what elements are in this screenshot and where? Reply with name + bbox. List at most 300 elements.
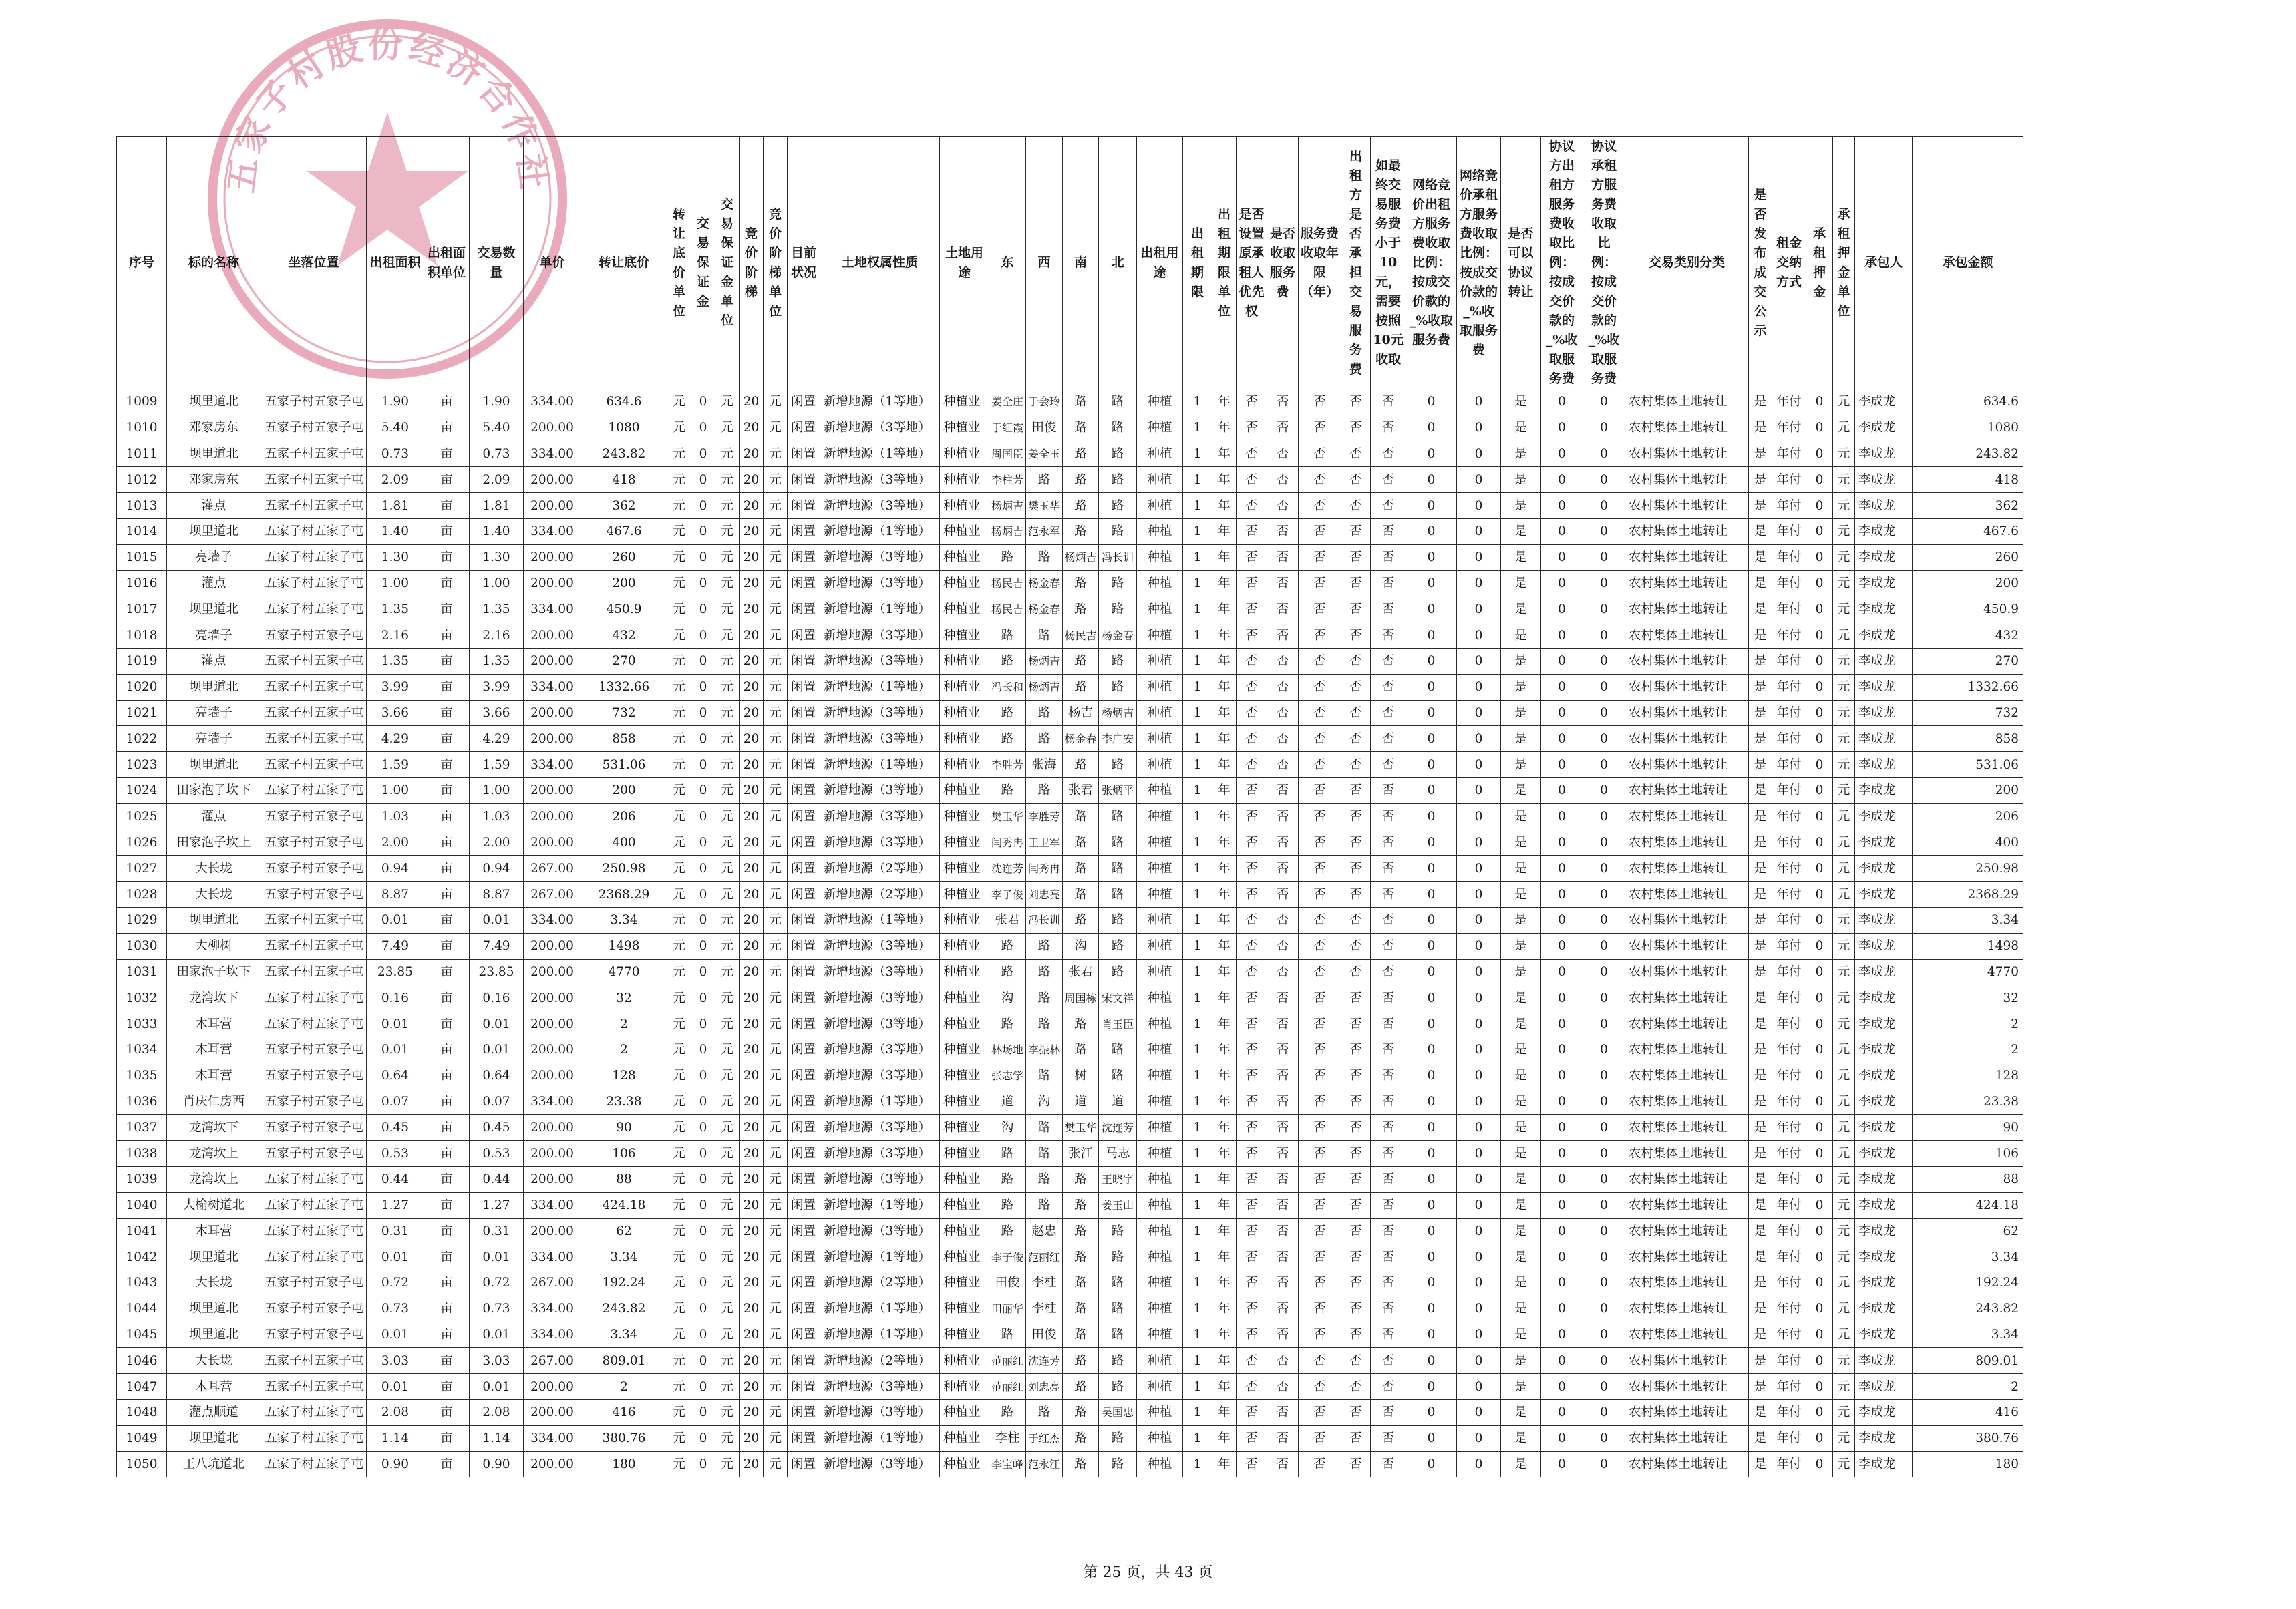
table-cell: 路	[989, 1322, 1026, 1348]
table-cell: 元	[667, 1011, 691, 1037]
table-cell: 0	[1541, 1063, 1583, 1089]
table-cell: 0	[1541, 1089, 1583, 1115]
table-cell: 0	[1806, 1037, 1833, 1063]
table-cell: 否	[1267, 1166, 1299, 1192]
table-cell: 0	[691, 1374, 715, 1400]
table-cell: 种植业	[940, 1296, 989, 1322]
table-cell: 亮墙子	[167, 622, 261, 649]
table-cell: 是	[1501, 1451, 1541, 1477]
table-cell: 2368.29	[1913, 882, 2023, 908]
table-cell: 200.00	[524, 1374, 581, 1400]
table-cell: 否	[1341, 1037, 1371, 1063]
table-cell: 元	[715, 1270, 740, 1296]
table-cell: 243.82	[1913, 441, 2023, 467]
table-cell: 元	[764, 882, 788, 908]
table-cell: 否	[1341, 1322, 1371, 1348]
table-cell: 农村集体土地转让	[1625, 1244, 1749, 1270]
table-cell: 路	[989, 622, 1026, 649]
table-cell: 20	[740, 777, 764, 803]
table-cell: 李成龙	[1855, 1089, 1913, 1115]
table-cell: 否	[1299, 1451, 1341, 1477]
table-cell: 20	[740, 1348, 764, 1374]
table-cell: 200.00	[524, 959, 581, 985]
table-cell: 元	[715, 1011, 740, 1037]
table-cell: 杨金春	[1026, 570, 1063, 596]
table-cell: 闲置	[788, 518, 820, 544]
table-cell: 路	[1099, 596, 1137, 622]
table-cell: 0	[691, 1037, 715, 1063]
table-cell: 362	[1913, 493, 2023, 519]
table-cell: 20	[740, 1270, 764, 1296]
table-cell: 1033	[117, 1011, 167, 1037]
table-cell: 年付	[1772, 726, 1806, 752]
table-cell: 0	[1806, 596, 1833, 622]
table-cell: 灌点	[167, 493, 261, 519]
table-cell: 334.00	[524, 1089, 581, 1115]
table-cell: 809.01	[581, 1348, 667, 1374]
table-cell: 否	[1299, 959, 1341, 985]
table-cell: 0.31	[367, 1218, 424, 1244]
table-cell: 0.16	[367, 985, 424, 1011]
table-cell: 1012	[117, 467, 167, 493]
table-cell: 种植业	[940, 752, 989, 778]
table-cell: 田家泡子坎下	[167, 777, 261, 803]
table-cell: 元	[1833, 1192, 1855, 1218]
table-cell: 新增地源（3等地）	[820, 1115, 940, 1141]
table-cell: 243.82	[581, 441, 667, 467]
table-cell: 元	[1833, 1425, 1855, 1451]
table-cell: 杨炳吉	[1026, 674, 1063, 700]
table-cell: 农村集体土地转让	[1625, 1089, 1749, 1115]
table-cell: 243.82	[1913, 1296, 2023, 1322]
table-cell: 0.01	[470, 1011, 524, 1037]
table-cell: 路	[1026, 777, 1063, 803]
table-cell: 元	[764, 493, 788, 519]
table-cell: 否	[1341, 389, 1371, 415]
table-cell: 2368.29	[581, 882, 667, 908]
table-cell: 20	[740, 674, 764, 700]
table-cell: 0	[691, 415, 715, 441]
table-cell: 闲置	[788, 1451, 820, 1477]
table-cell: 林场地	[989, 1037, 1026, 1063]
table-cell: 0	[1583, 389, 1625, 415]
column-header: 土地用途	[940, 137, 989, 389]
table-cell: 0	[1806, 777, 1833, 803]
table-cell: 亩	[424, 1011, 470, 1037]
table-cell: 元	[667, 596, 691, 622]
table-row	[117, 1425, 2023, 1451]
table-cell: 年	[1212, 389, 1237, 415]
table-row	[117, 882, 2023, 908]
table-cell: 路	[1099, 1270, 1137, 1296]
table-cell: 1.30	[367, 544, 424, 570]
table-cell: 否	[1341, 1115, 1371, 1141]
table-cell: 否	[1341, 1218, 1371, 1244]
table-cell: 0	[1406, 518, 1457, 544]
table-cell: 元	[715, 1296, 740, 1322]
table-cell: 否	[1299, 856, 1341, 882]
table-cell: 是	[1501, 1270, 1541, 1296]
table-cell: 农村集体土地转让	[1625, 1192, 1749, 1218]
table-cell: 李成龙	[1855, 1400, 1913, 1426]
table-cell: 20	[740, 467, 764, 493]
table-cell: 否	[1237, 1166, 1267, 1192]
table-cell: 267.00	[524, 856, 581, 882]
table-cell: 0	[1583, 441, 1625, 467]
table-cell: 路	[1099, 856, 1137, 882]
table-cell: 元	[667, 518, 691, 544]
table-cell: 20	[740, 700, 764, 726]
table-cell: 李成龙	[1855, 1425, 1913, 1451]
table-cell: 否	[1341, 441, 1371, 467]
table-cell: 0	[1541, 726, 1583, 752]
table-cell: 是	[1749, 830, 1772, 856]
table-cell: 否	[1237, 1244, 1267, 1270]
table-cell: 否	[1341, 518, 1371, 544]
table-cell: 20	[740, 1063, 764, 1089]
table-cell: 李成龙	[1855, 493, 1913, 519]
table-cell: 0	[691, 1063, 715, 1089]
table-cell: 元	[1833, 830, 1855, 856]
table-cell: 否	[1341, 1451, 1371, 1477]
table-cell: 农村集体土地转让	[1625, 777, 1749, 803]
table-cell: 亩	[424, 493, 470, 519]
table-cell: 否	[1341, 1166, 1371, 1192]
column-header: 转让底价	[581, 137, 667, 389]
table-cell: 闲置	[788, 1425, 820, 1451]
table-cell: 元	[667, 1296, 691, 1322]
column-header: 承租押金单位	[1833, 137, 1855, 389]
table-cell: 木耳营	[167, 1374, 261, 1400]
table-cell: 是	[1501, 726, 1541, 752]
table-cell: 1038	[117, 1141, 167, 1167]
table-cell: 木耳营	[167, 1218, 261, 1244]
table-cell: 元	[764, 674, 788, 700]
table-cell: 否	[1341, 1244, 1371, 1270]
table-cell: 否	[1237, 1115, 1267, 1141]
table-cell: 否	[1299, 933, 1341, 959]
table-cell: 0	[1406, 648, 1457, 674]
table-cell: 五家子村五家子屯	[261, 752, 367, 778]
table-cell: 于红霞	[989, 415, 1026, 441]
table-cell: 闲置	[788, 467, 820, 493]
table-cell: 新增地源（3等地）	[820, 1218, 940, 1244]
table-cell: 张炳平	[1099, 777, 1137, 803]
table-cell: 0	[1583, 518, 1625, 544]
table-row	[117, 1089, 2023, 1115]
table-cell: 年	[1212, 959, 1237, 985]
column-header: 东	[989, 137, 1026, 389]
table-cell: 1018	[117, 622, 167, 649]
table-cell: 元	[715, 985, 740, 1011]
table-cell: 1	[1183, 518, 1212, 544]
table-cell: 王晓宇	[1099, 1166, 1137, 1192]
table-cell: 道	[1063, 1089, 1099, 1115]
table-cell: 王卫军	[1026, 830, 1063, 856]
table-cell: 否	[1267, 1296, 1299, 1322]
table-cell: 路	[989, 1166, 1026, 1192]
table-cell: 0.94	[367, 856, 424, 882]
table-cell: 否	[1237, 1296, 1267, 1322]
table-cell: 否	[1267, 1322, 1299, 1348]
table-cell: 是	[1749, 882, 1772, 908]
table-cell: 年	[1212, 726, 1237, 752]
table-cell: 种植业	[940, 1218, 989, 1244]
table-cell: 416	[1913, 1400, 2023, 1426]
table-cell: 马志	[1099, 1141, 1137, 1167]
table-cell: 1009	[117, 389, 167, 415]
table-cell: 冯长和	[989, 674, 1026, 700]
table-cell: 种植	[1137, 648, 1183, 674]
table-cell: 种植	[1137, 467, 1183, 493]
table-cell: 0	[1583, 674, 1625, 700]
table-cell: 否	[1267, 1374, 1299, 1400]
table-cell: 0.07	[367, 1089, 424, 1115]
table-cell: 732	[1913, 700, 2023, 726]
table-cell: 年付	[1772, 1089, 1806, 1115]
table-cell: 否	[1371, 415, 1406, 441]
table-cell: 0.90	[470, 1451, 524, 1477]
table-row	[117, 1244, 2023, 1270]
table-cell: 种植	[1137, 1011, 1183, 1037]
table-cell: 李成龙	[1855, 830, 1913, 856]
table-cell: 1.14	[367, 1425, 424, 1451]
table-cell: 是	[1501, 674, 1541, 700]
table-cell: 元	[764, 1374, 788, 1400]
table-cell: 3.66	[470, 700, 524, 726]
column-header: 西	[1026, 137, 1063, 389]
table-cell: 新增地源（3等地）	[820, 570, 940, 596]
table-cell: 元	[715, 493, 740, 519]
table-cell: 0	[1541, 777, 1583, 803]
table-cell: 0	[1806, 1166, 1833, 1192]
table-cell: 0	[691, 544, 715, 570]
table-cell: 田俊	[1026, 415, 1063, 441]
table-cell: 23.38	[1913, 1089, 2023, 1115]
table-cell: 农村集体土地转让	[1625, 1296, 1749, 1322]
table-cell: 元	[1833, 1141, 1855, 1167]
table-cell: 否	[1237, 1063, 1267, 1089]
table-row	[117, 1141, 2023, 1167]
table-cell: 李成龙	[1855, 933, 1913, 959]
column-header: 出租期限单位	[1212, 137, 1237, 389]
table-cell: 新增地源（2等地）	[820, 1348, 940, 1374]
table-cell: 424.18	[581, 1192, 667, 1218]
table-cell: 否	[1237, 1037, 1267, 1063]
table-cell: 元	[764, 1115, 788, 1141]
table-cell: 路	[1099, 1218, 1137, 1244]
table-cell: 否	[1299, 726, 1341, 752]
table-cell: 亩	[424, 389, 470, 415]
table-cell: 0.01	[367, 1244, 424, 1270]
table-cell: 0	[1583, 415, 1625, 441]
table-cell: 200.00	[524, 415, 581, 441]
table-cell: 2.00	[470, 830, 524, 856]
table-cell: 0	[1806, 882, 1833, 908]
table-cell: 路	[989, 777, 1026, 803]
table-cell: 元	[667, 1166, 691, 1192]
table-cell: 灌点	[167, 570, 261, 596]
table-cell: 0	[1541, 1400, 1583, 1426]
table-cell: 0	[1541, 1141, 1583, 1167]
table-cell: 种植	[1137, 596, 1183, 622]
table-cell: 元	[764, 441, 788, 467]
table-cell: 路	[1063, 1451, 1099, 1477]
table-cell: 范永军	[1026, 518, 1063, 544]
table-cell: 634.6	[1913, 389, 2023, 415]
table-cell: 0.01	[367, 907, 424, 933]
table-cell: 闲置	[788, 959, 820, 985]
table-cell: 年付	[1772, 752, 1806, 778]
table-cell: 肖玉臣	[1099, 1011, 1137, 1037]
table-cell: 元	[1833, 415, 1855, 441]
table-cell: 否	[1237, 648, 1267, 674]
table-cell: 否	[1371, 1218, 1406, 1244]
table-cell: 闲置	[788, 596, 820, 622]
table-cell: 否	[1341, 493, 1371, 519]
table-cell: 年	[1212, 596, 1237, 622]
table-cell: 五家子村五家子屯	[261, 1011, 367, 1037]
table-cell: 0	[691, 518, 715, 544]
table-cell: 种植	[1137, 830, 1183, 856]
table-cell: 否	[1299, 622, 1341, 649]
table-cell: 农村集体土地转让	[1625, 1141, 1749, 1167]
table-cell: 五家子村五家子屯	[261, 1115, 367, 1141]
table-cell: 亩	[424, 907, 470, 933]
column-header: 交易保证金单位	[715, 137, 740, 389]
table-cell: 2.09	[367, 467, 424, 493]
table-cell: 0	[1806, 1400, 1833, 1426]
table-cell: 农村集体土地转让	[1625, 856, 1749, 882]
table-cell: 路	[1063, 1348, 1099, 1374]
table-cell: 种植业	[940, 882, 989, 908]
table-cell: 路	[1099, 415, 1137, 441]
table-row	[117, 985, 2023, 1011]
table-cell: 0	[1457, 674, 1501, 700]
table-cell: 0	[1583, 1451, 1625, 1477]
table-cell: 亩	[424, 1141, 470, 1167]
table-cell: 是	[1501, 570, 1541, 596]
table-cell: 20	[740, 1089, 764, 1115]
table-cell: 1080	[581, 415, 667, 441]
table-cell: 1332.66	[581, 674, 667, 700]
table-row	[117, 1348, 2023, 1374]
table-cell: 路	[989, 726, 1026, 752]
table-cell: 否	[1341, 1348, 1371, 1374]
table-cell: 路	[1026, 467, 1063, 493]
table-cell: 元	[667, 882, 691, 908]
table-cell: 0	[1406, 389, 1457, 415]
table-cell: 0	[1541, 1244, 1583, 1270]
table-cell: 路	[1099, 1244, 1137, 1270]
table-cell: 0	[1541, 415, 1583, 441]
table-cell: 元	[764, 1141, 788, 1167]
table-cell: 路	[989, 959, 1026, 985]
table-cell: 种植业	[940, 570, 989, 596]
table-cell: 否	[1341, 1063, 1371, 1089]
table-cell: 张志学	[989, 1063, 1026, 1089]
table-cell: 否	[1341, 959, 1371, 985]
table-cell: 农村集体土地转让	[1625, 1037, 1749, 1063]
table-cell: 200.00	[524, 803, 581, 830]
table-cell: 20	[740, 493, 764, 519]
table-cell: 3.03	[470, 1348, 524, 1374]
table-cell: 元	[667, 1089, 691, 1115]
table-row	[117, 1218, 2023, 1244]
table-cell: 元	[764, 1192, 788, 1218]
table-cell: 年	[1212, 882, 1237, 908]
table-cell: 否	[1267, 1400, 1299, 1426]
table-cell: 路	[1099, 959, 1137, 985]
table-cell: 0	[1406, 467, 1457, 493]
table-cell: 否	[1267, 803, 1299, 830]
table-cell: 年	[1212, 1374, 1237, 1400]
table-cell: 闲置	[788, 1374, 820, 1400]
table-cell: 0	[1457, 1192, 1501, 1218]
table-cell: 0	[1457, 1425, 1501, 1451]
table-cell: 农村集体土地转让	[1625, 726, 1749, 752]
table-cell: 坝里道北	[167, 907, 261, 933]
table-cell: 闲置	[788, 415, 820, 441]
table-cell: 农村集体土地转让	[1625, 882, 1749, 908]
table-row	[117, 726, 2023, 752]
table-cell: 0	[1806, 959, 1833, 985]
table-cell: 0	[1583, 493, 1625, 519]
table-cell: 1042	[117, 1244, 167, 1270]
table-cell: 3.03	[367, 1348, 424, 1374]
table-cell: 大长垅	[167, 882, 261, 908]
table-cell: 元	[667, 985, 691, 1011]
column-header: 土地权属性质	[820, 137, 940, 389]
table-cell: 400	[581, 830, 667, 856]
table-cell: 亩	[424, 467, 470, 493]
table-cell: 0	[1583, 1037, 1625, 1063]
table-cell: 1035	[117, 1063, 167, 1089]
table-cell: 0	[1583, 1322, 1625, 1348]
table-cell: 0	[1541, 856, 1583, 882]
table-cell: 0.64	[470, 1063, 524, 1089]
table-cell: 李柱	[1026, 1270, 1063, 1296]
table-cell: 种植业	[940, 1244, 989, 1270]
table-cell: 5.40	[470, 415, 524, 441]
table-cell: 路	[1026, 1141, 1063, 1167]
table-cell: 否	[1267, 1141, 1299, 1167]
table-cell: 0	[1457, 596, 1501, 622]
table-cell: 王八坑道北	[167, 1451, 261, 1477]
table-cell: 20	[740, 1296, 764, 1322]
table-cell: 种植业	[940, 1141, 989, 1167]
table-cell: 新增地源（1等地）	[820, 907, 940, 933]
column-header: 交易类别分类	[1625, 137, 1749, 389]
table-cell: 否	[1371, 882, 1406, 908]
table-cell: 0	[1457, 803, 1501, 830]
table-cell: 0	[1406, 493, 1457, 519]
table-cell: 亩	[424, 1322, 470, 1348]
column-header: 承包人	[1855, 137, 1913, 389]
table-cell: 元	[715, 907, 740, 933]
table-cell: 否	[1237, 700, 1267, 726]
table-cell: 元	[667, 415, 691, 441]
table-cell: 元	[667, 1192, 691, 1218]
table-cell: 0	[1406, 1244, 1457, 1270]
table-cell: 180	[1913, 1451, 2023, 1477]
table-cell: 年	[1212, 700, 1237, 726]
table-cell: 334.00	[524, 389, 581, 415]
column-header: 标的名称	[167, 137, 261, 389]
table-cell: 否	[1371, 907, 1406, 933]
table-cell: 416	[581, 1400, 667, 1426]
table-cell: 90	[1913, 1115, 2023, 1141]
